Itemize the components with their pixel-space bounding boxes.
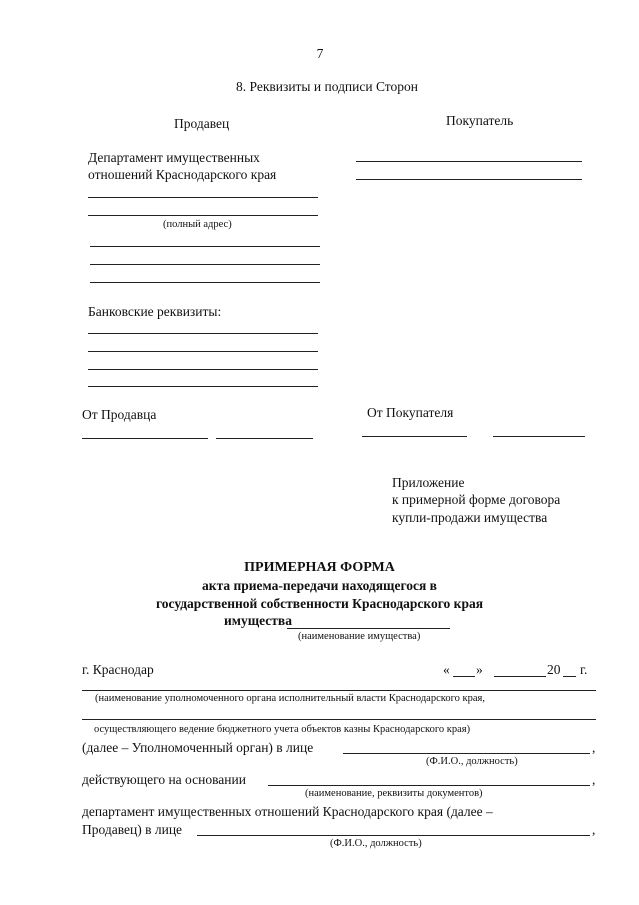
date-quote-open: « (443, 662, 450, 677)
seller-signature-line (82, 438, 208, 439)
comma: , (592, 822, 596, 837)
fio-caption: (Ф.И.О., должность) (330, 838, 422, 849)
documents-line (268, 785, 590, 786)
date-month-line (494, 676, 546, 677)
seller-person-line (197, 835, 590, 836)
acting-basis-text: действующего на основании (82, 772, 246, 787)
property-name-line (287, 628, 450, 629)
date-quote-close: » (476, 662, 483, 677)
appendix-line1: Приложение (392, 475, 465, 490)
date-suffix: г. (580, 662, 588, 677)
appendix-line3: купли-продажи имущества (392, 510, 548, 525)
seller-person-text: Продавец) в лице (82, 822, 183, 837)
city-label: г. Краснодар (82, 662, 154, 677)
buyer-heading: Покупатель (446, 113, 514, 128)
seller-signature-label: От Продавца (82, 407, 157, 422)
comma: , (592, 740, 596, 755)
seller-name-line (216, 438, 313, 439)
buyer-signature-label: От Покупателя (367, 405, 454, 420)
address-caption: (полный адрес) (163, 219, 232, 230)
fio-caption: (Ф.И.О., должность) (426, 756, 518, 767)
seller-heading: Продавец (174, 116, 230, 131)
form-title: ПРИМЕРНАЯ ФОРМА (244, 560, 395, 575)
authority-caption1: (наименование уполномоченного органа исполнительный власти Краснодарского края, (95, 693, 485, 704)
buyer-details-line (356, 161, 582, 162)
authority-name-line (82, 690, 596, 691)
bank-details-line (88, 351, 318, 352)
representative-line (343, 753, 590, 754)
comma: , (592, 772, 596, 787)
seller-address-line (90, 264, 320, 265)
form-subtitle-line2: государственной собственности Краснодарского края (155, 596, 484, 611)
buyer-details-line (356, 179, 582, 180)
seller-address-line (88, 215, 318, 216)
form-subtitle-line1: акта приема-передачи находящегося в (202, 578, 437, 593)
appendix-line2: к примерной форме договора (392, 492, 561, 507)
date-day-line (453, 676, 475, 677)
seller-address-line (90, 246, 320, 247)
buyer-name-line (493, 436, 585, 437)
bank-details-line (88, 386, 318, 387)
bank-details-line (88, 369, 318, 370)
date-year-line (563, 676, 576, 677)
section-heading: 8. Реквизиты и подписи Сторон (236, 79, 418, 94)
property-caption: (наименование имущества) (298, 631, 421, 642)
bank-details-line (88, 333, 318, 334)
date-year: 20 (547, 662, 561, 677)
form-subtitle-line3: имущества (224, 613, 292, 628)
authority-name-line (82, 719, 596, 720)
page-number: 7 (316, 46, 324, 61)
body-line1-text: (далее – Уполномоченный орган) в лице (82, 740, 314, 755)
seller-address-line (88, 197, 318, 198)
seller-address-line (90, 282, 320, 283)
documents-caption: (наименование, реквизиты документов) (305, 788, 483, 799)
bank-details-label: Банковские реквизиты: (88, 304, 222, 319)
seller-org-line2: отношений Краснодарского края (88, 167, 277, 182)
department-text: департамент имущественных отношений Краснодарского края (далее – (82, 804, 493, 819)
buyer-signature-line (362, 436, 467, 437)
authority-caption2: осуществляющего ведение бюджетного учета объектов казны Краснодарского края) (94, 724, 471, 735)
seller-org-line1: Департамент имущественных (88, 150, 260, 165)
